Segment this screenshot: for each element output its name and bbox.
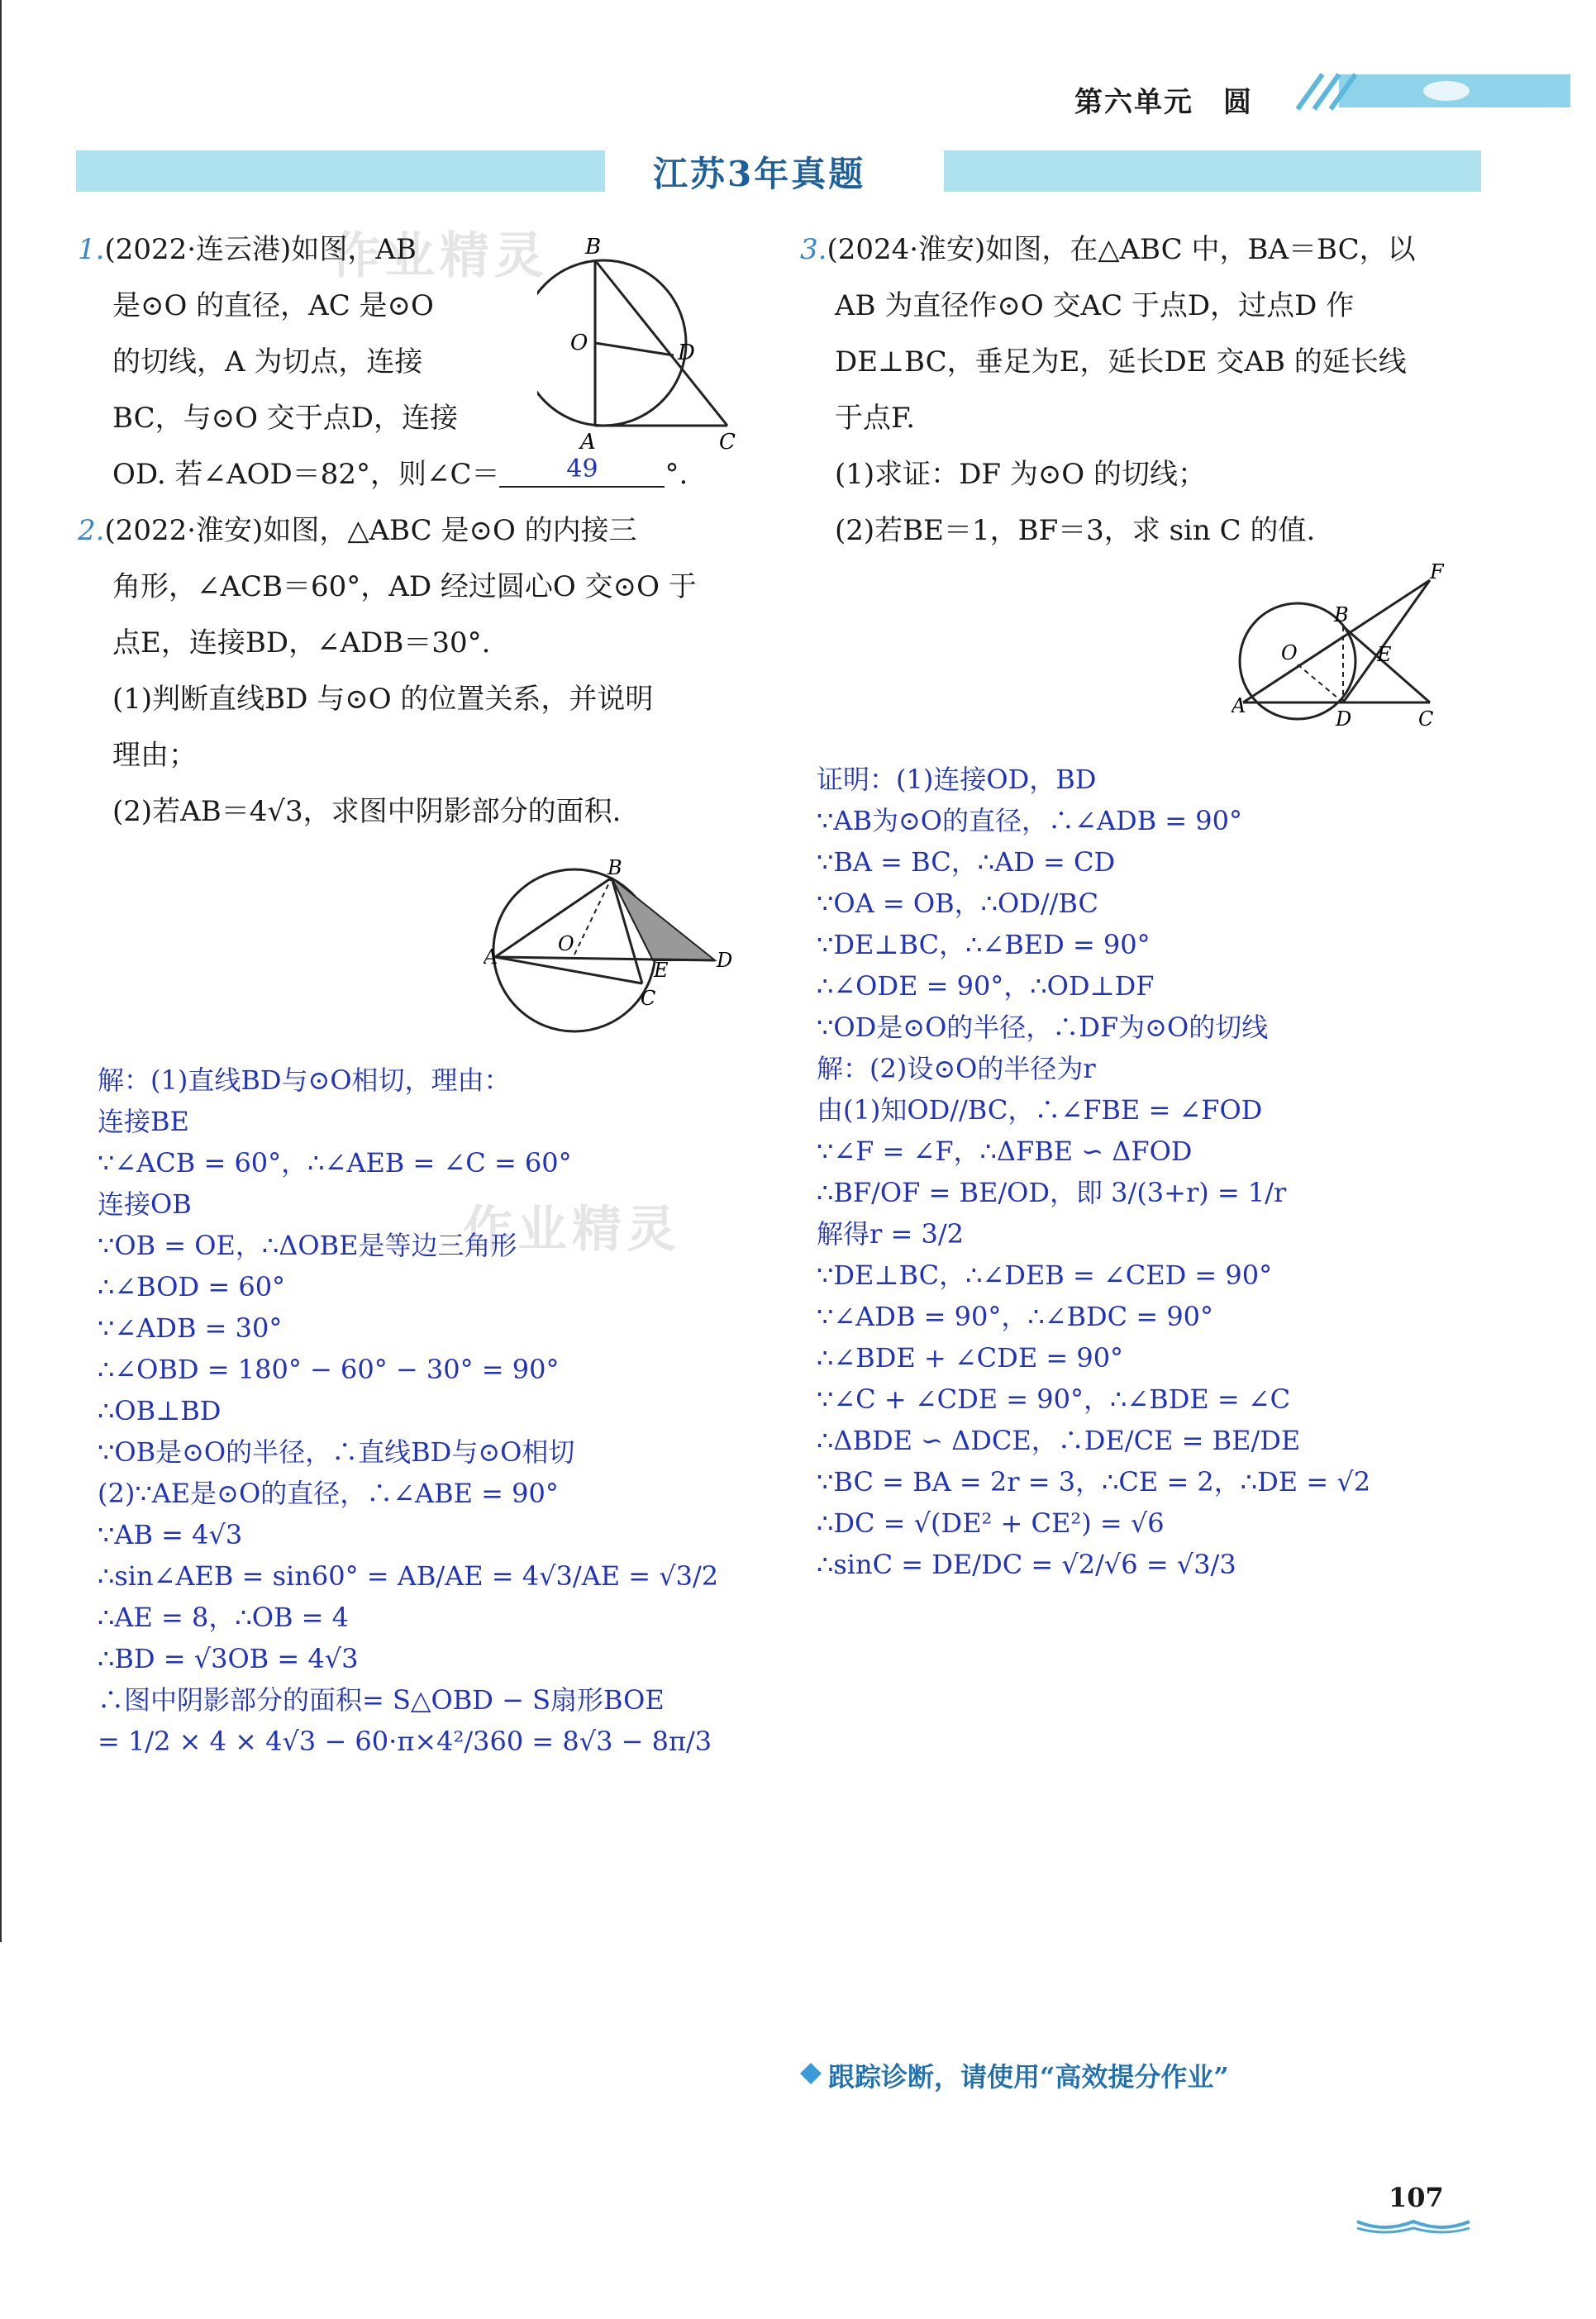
fig-label: O xyxy=(570,331,588,355)
fig-label: B xyxy=(585,236,602,260)
solution-line: 连接BE xyxy=(98,1106,189,1137)
column-divider xyxy=(0,0,2,1942)
fig-label: A xyxy=(580,430,596,455)
fig-label: D xyxy=(678,340,695,365)
header-decoration-icon xyxy=(1289,71,1570,112)
q2-line: (2022·淮安)如图，△ABC 是⊙O 的内接三 xyxy=(104,514,637,547)
solution-line: = 1/2 × 4 × 4√3 − 60·π×4²/360 = 8√3 − 8π/3 xyxy=(98,1726,712,1757)
fig-label: E xyxy=(1377,643,1392,666)
q1-line: (2022·连云港)如图，AB xyxy=(104,233,417,266)
fig-label: C xyxy=(641,987,656,1010)
fig-label: D xyxy=(1336,707,1352,731)
solution-line: (2)∵AE是⊙O的直径，∴∠ABE = 90° xyxy=(98,1478,559,1509)
watermark: 作业精灵 xyxy=(331,227,549,285)
solution-line: 解得r = 3/2 xyxy=(817,1218,964,1250)
solution-line: ∵AB = 4√3 xyxy=(98,1519,243,1550)
page-number: 107 xyxy=(1389,2182,1444,2213)
solution-line: ∵DE⊥BC，∴∠DEB = ∠CED = 90° xyxy=(817,1259,1273,1291)
solution-line: ∴BD = √3OB = 4√3 xyxy=(98,1643,359,1674)
solution-line: ∵∠ADB = 30° xyxy=(98,1312,283,1344)
fig-label: D xyxy=(717,949,733,972)
solution-line: 由(1)知OD//BC，∴∠FBE = ∠FOD xyxy=(817,1094,1263,1126)
q1-line: 的切线，A 为切点，连接 xyxy=(112,345,423,379)
q2-number: 2. xyxy=(78,514,105,547)
solution-line: 解：(1)直线BD与⊙O相切，理由： xyxy=(98,1064,511,1096)
fig-label: E xyxy=(654,959,669,982)
solution-line: ∵DE⊥BC，∴∠BED = 90° xyxy=(817,929,1151,960)
solution-line: ∴sinC = DE/DC = √2/√6 = √3/3 xyxy=(817,1549,1236,1580)
fig-label: F xyxy=(1430,562,1444,583)
q3-solution xyxy=(817,759,1370,1585)
solution-line: 解：(2)设⊙O的半径为r xyxy=(817,1053,1096,1084)
solution-line: 连接OB xyxy=(98,1188,192,1220)
q2-line: 点E，连接BD，∠ADB＝30°. xyxy=(112,626,491,660)
q3-line: (1)求证：DF 为⊙O 的切线； xyxy=(835,458,1206,491)
fig-label: A xyxy=(1232,694,1246,717)
q1-figure xyxy=(537,236,752,459)
q2-line: (2)若AB＝4√3，求图中阴影部分的面积. xyxy=(112,795,622,828)
q1-number: 1. xyxy=(78,233,105,266)
solution-line: ∴图中阴影部分的面积= S△OBD − S扇形BOE xyxy=(98,1684,665,1716)
solution-line: ∴sin∠AEB = sin60° = AB/AE = 4√3/AE = √3/2 xyxy=(98,1560,719,1592)
q2-text xyxy=(78,502,697,840)
section-title: 江苏3年真题 xyxy=(653,154,866,194)
q3-line: (2024·淮安)如图，在△ABC 中，BA＝BC，以 xyxy=(827,233,1416,266)
solution-line: ∴∠BDE + ∠CDE = 90° xyxy=(817,1342,1124,1374)
fig-label: B xyxy=(607,860,622,879)
solution-line: ∵AB为⊙O的直径，∴∠ADB = 90° xyxy=(817,805,1243,836)
q1-line: BC，与⊙O 交于点D，连接 xyxy=(112,402,459,435)
q3-text xyxy=(800,221,1416,559)
q1-line: 是⊙O 的直径，AC 是⊙O xyxy=(112,289,434,322)
solution-line: ∵∠ACB = 60°，∴∠AEB = ∠C = 60° xyxy=(98,1147,572,1179)
q2-line: 角形，∠ACB＝60°，AD 经过圆心O 交⊙O 于 xyxy=(112,570,697,603)
footer-note: 跟踪诊断，请使用“高效提分作业” xyxy=(828,2061,1229,2093)
fig-label: C xyxy=(719,430,736,455)
solution-line: ∵BA = BC，∴AD = CD xyxy=(817,846,1116,878)
fig-label: C xyxy=(1418,707,1434,731)
solution-line: ∴AE = 8，∴OB = 4 xyxy=(98,1602,349,1633)
diamond-bullet-icon xyxy=(798,2061,823,2086)
solution-line: ∴∠BOD = 60° xyxy=(98,1271,286,1302)
watermark: 作业精灵 xyxy=(463,1201,681,1259)
fig-label: A xyxy=(484,945,498,969)
solution-line: ∴∠ODE = 90°，∴OD⊥DF xyxy=(817,970,1155,1002)
q3-figure xyxy=(1232,562,1455,736)
q3-line: AB 为直径作⊙O 交AC 于点D，过点D 作 xyxy=(835,289,1355,322)
solution-line: ∴OB⊥BD xyxy=(98,1395,222,1426)
fig-label: O xyxy=(1281,641,1298,664)
q3-line: 于点F. xyxy=(835,402,916,435)
book-decoration-icon xyxy=(1355,2215,1471,2235)
solution-line: ∵BC = BA = 2r = 3，∴CE = 2，∴DE = √2 xyxy=(817,1466,1371,1498)
solution-line: 证明：(1)连接OD，BD xyxy=(817,764,1097,795)
solution-line: ∵OD是⊙O的半径，∴DF为⊙O的切线 xyxy=(817,1012,1269,1043)
solution-line: ∴DC = √(DE² + CE²) = √6 xyxy=(817,1507,1165,1539)
unit-title: 第六单元 圆 xyxy=(1074,86,1253,119)
fig-label: O xyxy=(558,932,574,955)
q3-line: (2)若BE＝1，BF＝3，求 sin C 的值. xyxy=(835,514,1316,547)
q1-line: OD. 若∠AOD＝82°，则∠C＝ xyxy=(112,458,500,491)
solution-line: ∵OB是⊙O的半径，∴直线BD与⊙O相切 xyxy=(98,1436,575,1468)
q2-line: (1)判断直线BD 与⊙O 的位置关系，并说明 xyxy=(112,683,654,716)
q1-answer: 49 xyxy=(499,453,665,488)
q3-number: 3. xyxy=(800,233,827,266)
q3-line: DE⊥BC，垂足为E，延长DE 交AB 的延长线 xyxy=(835,345,1407,379)
q2-figure xyxy=(484,860,748,1033)
solution-line: ∵OA = OB，∴OD//BC xyxy=(817,888,1099,919)
fig-label: B xyxy=(1334,603,1349,626)
q2-solution xyxy=(98,1060,718,1762)
solution-line: ∴∠OBD = 180° − 60° − 30° = 90° xyxy=(98,1354,560,1385)
solution-line: ∵∠C + ∠CDE = 90°，∴∠BDE = ∠C xyxy=(817,1383,1291,1415)
q1-suffix: °. xyxy=(665,458,688,491)
solution-line: ∵∠F = ∠F，∴ΔFBE ∽ ΔFOD xyxy=(817,1136,1193,1167)
solution-line: ∴ΔBDE ∽ ΔDCE，∴DE/CE = BE/DE xyxy=(817,1425,1301,1456)
solution-line: ∵OB = OE，∴ΔOBE是等边三角形 xyxy=(98,1230,517,1261)
solution-line: ∵∠ADB = 90°，∴∠BDC = 90° xyxy=(817,1301,1214,1332)
solution-line: ∴BF/OF = BE/OD，即 3/(3+r) = 1/r xyxy=(817,1177,1287,1208)
q2-line: 理由； xyxy=(112,739,197,772)
